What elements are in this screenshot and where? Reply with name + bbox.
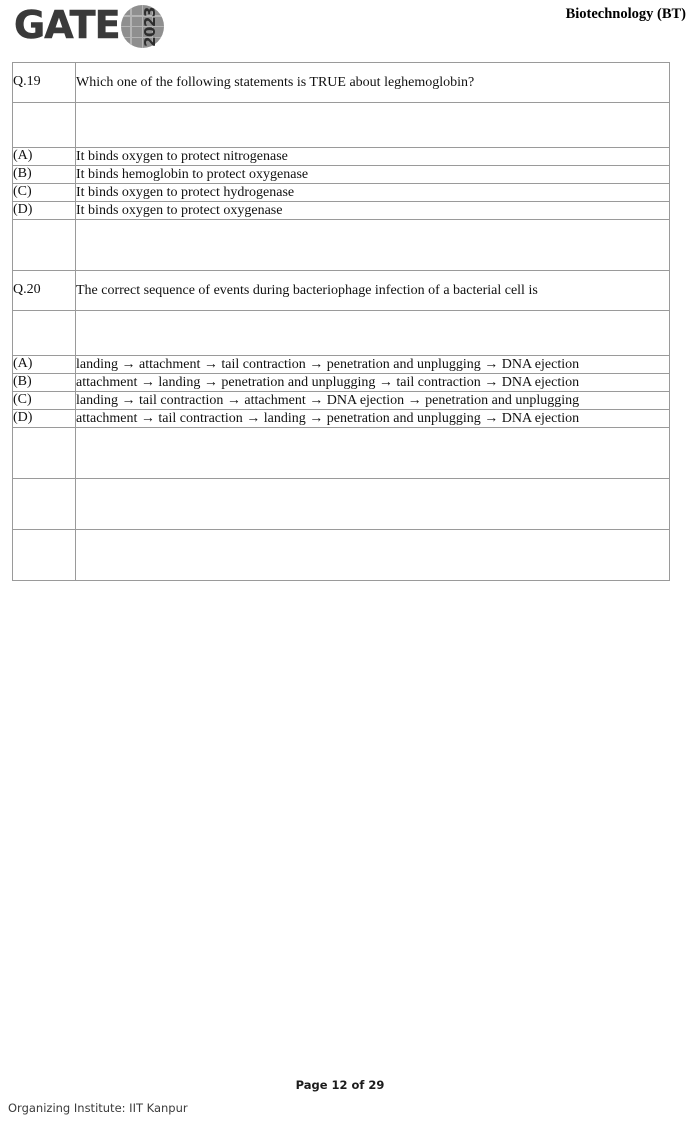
table-row[interactable] — [13, 356, 670, 374]
option-label: (C) — [13, 184, 76, 202]
option-label: (A) — [13, 148, 76, 166]
table-row[interactable] — [13, 392, 670, 410]
option-label: (B) — [13, 166, 76, 184]
table-row-empty — [13, 479, 670, 530]
option-text[interactable]: It binds oxygen to protect hydrogenase — [76, 184, 670, 202]
organizing-institute: Organizing Institute: IIT Kanpur — [8, 1101, 188, 1115]
option-label: (B) — [13, 374, 76, 392]
question-number: Q.19 — [13, 63, 76, 103]
empty-cell — [13, 428, 76, 479]
page-header — [0, 0, 700, 56]
empty-cell — [76, 428, 670, 479]
option-text[interactable]: attachment → landing → penetration and unplugging → tail contraction → DNA ejection — [76, 374, 670, 392]
table-row[interactable] — [13, 374, 670, 392]
option-label: (A) — [13, 356, 76, 374]
table-row[interactable] — [13, 410, 670, 428]
gate-logo-text: GATE — [14, 3, 120, 47]
empty-cell — [76, 479, 670, 530]
spacer-cell — [13, 220, 76, 271]
question-number: Q.20 — [13, 271, 76, 311]
spacer-cell — [13, 311, 76, 356]
spacer-cell — [76, 103, 670, 148]
option-text[interactable]: landing → tail contraction → attachment → DNA ejection → penetration and unplugging — [76, 392, 670, 410]
empty-cell — [76, 530, 670, 581]
spacer-cell — [76, 220, 670, 271]
table-row-spacer — [13, 103, 670, 148]
option-text[interactable]: It binds oxygen to protect nitrogenase — [76, 148, 670, 166]
page-number: Page 12 of 29 — [295, 1078, 385, 1092]
empty-cell — [13, 530, 76, 581]
page-footer — [0, 1060, 700, 1126]
table-row-empty — [13, 530, 670, 581]
spacer-cell — [13, 103, 76, 148]
option-label: (D) — [13, 410, 76, 428]
option-label: (D) — [13, 202, 76, 220]
option-text[interactable]: attachment → tail contraction → landing → penetration and unplugging → DNA ejection — [76, 410, 670, 428]
table-row — [13, 63, 670, 103]
spacer-cell — [76, 311, 670, 356]
table-row[interactable] — [13, 166, 670, 184]
table-row-spacer — [13, 311, 670, 356]
option-label: (C) — [13, 392, 76, 410]
empty-cell — [13, 479, 76, 530]
table-row[interactable] — [13, 184, 670, 202]
option-text[interactable]: It binds hemoglobin to protect oxygenase — [76, 166, 670, 184]
paper-title: Biotechnology (BT) — [565, 6, 686, 22]
question-text: The correct sequence of events during bacteriophage infection of a bacterial cell is — [76, 271, 670, 311]
question-table — [12, 62, 670, 581]
question-text: Which one of the following statements is TRUE about leghemoglobin? — [76, 63, 670, 103]
table-row[interactable] — [13, 148, 670, 166]
table-row[interactable] — [13, 202, 670, 220]
option-text[interactable]: landing → attachment → tail contraction → penetration and unplugging → DNA ejection — [76, 356, 670, 374]
gate-logo — [14, 2, 174, 52]
table-row-spacer — [13, 220, 670, 271]
table-row — [13, 271, 670, 311]
option-text[interactable]: It binds oxygen to protect oxygenase — [76, 202, 670, 220]
table-row-empty — [13, 428, 670, 479]
gate-logo-year: 2023 — [141, 7, 159, 47]
